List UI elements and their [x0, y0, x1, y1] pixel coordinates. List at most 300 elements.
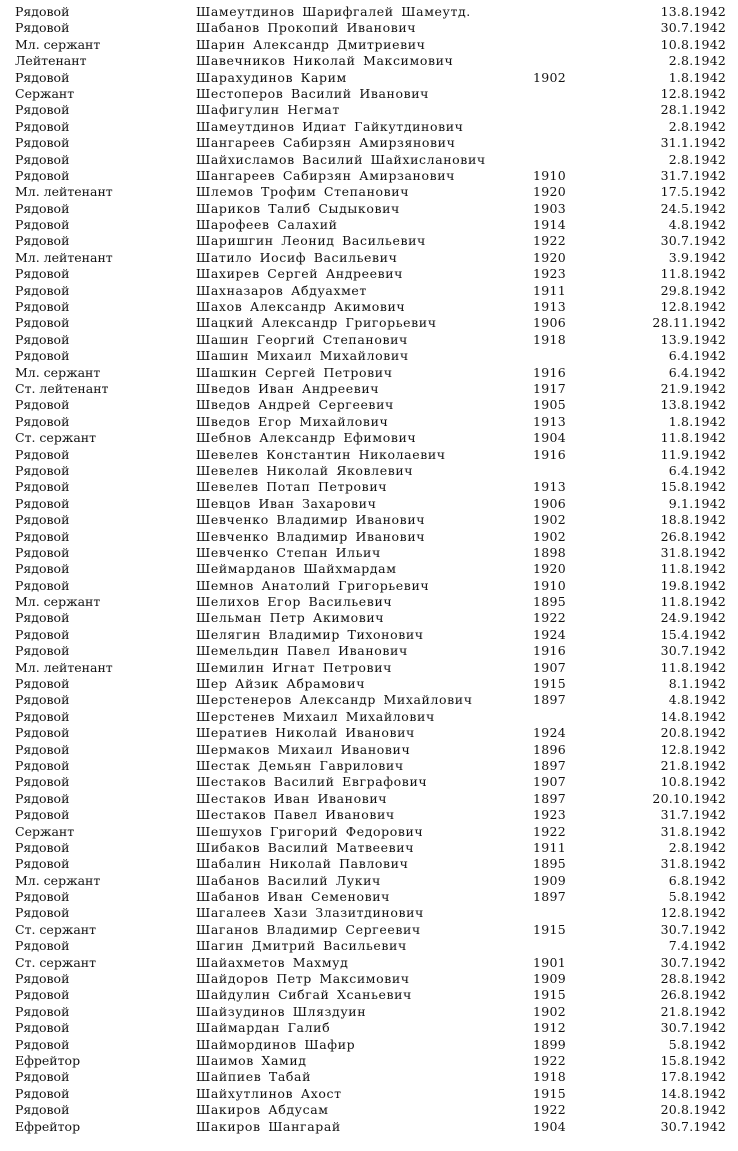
- record-name: Шевелев Николай Яковлевич: [196, 462, 414, 478]
- record-date: 10.8.1942: [660, 36, 726, 52]
- record-name: Шемельдин Павел Иванович: [196, 643, 408, 659]
- record-date: 10.8.1942: [660, 774, 726, 790]
- record-rank: Рядовой: [15, 1069, 70, 1085]
- record-birth-year: 1896: [533, 741, 567, 757]
- record-date: 13.9.1942: [660, 331, 726, 347]
- record-name: Шашкин Сергей Петрович: [196, 364, 393, 380]
- record-rank: Рядовой: [15, 626, 70, 642]
- record-row: [0, 184, 738, 200]
- record-name: Шайдулин Сибгай Хсаньевич: [196, 987, 412, 1003]
- record-date: 11.8.1942: [660, 561, 726, 577]
- record-rank: Рядовой: [15, 413, 70, 429]
- record-date: 1.8.1942: [668, 413, 726, 429]
- record-birth-year: 1922: [533, 1053, 567, 1068]
- record-rank: Рядовой: [15, 839, 70, 855]
- record-date: 8.1.1942: [668, 676, 726, 692]
- record-date: 31.1.1942: [660, 135, 726, 151]
- record-name: Шашин Георгий Степанович: [196, 331, 408, 347]
- record-row: [0, 938, 738, 954]
- record-birth-year: 1909: [533, 872, 567, 888]
- record-name: Шабанов Иван Семенович: [196, 889, 391, 905]
- record-date: 21.9.1942: [660, 380, 726, 396]
- record-rank: Мл. лейтенант: [15, 659, 113, 675]
- record-row: [0, 299, 738, 315]
- record-rank: Рядовой: [15, 807, 70, 823]
- record-row: [0, 545, 738, 561]
- record-row: [0, 479, 738, 495]
- record-date: 26.8.1942: [660, 987, 726, 1003]
- record-name: Шевелев Потап Петрович: [196, 479, 388, 495]
- record-name: Шведов Андрей Сергеевич: [196, 397, 394, 413]
- record-rank: Рядовой: [15, 69, 70, 85]
- record-birth-year: 1922: [533, 823, 567, 839]
- record-row: [0, 201, 738, 217]
- record-birth-year: 1897: [533, 757, 567, 773]
- record-name: Шайхисламов Василий Шайхисланович: [196, 151, 486, 167]
- record-name: Шебнов Александр Ефимович: [196, 430, 417, 446]
- record-name: Шарин Александр Дмитриевич: [196, 36, 426, 52]
- record-row: [0, 889, 738, 905]
- record-row: [0, 381, 738, 397]
- record-birth-year: 1897: [533, 692, 567, 708]
- record-date: 6.4.1942: [668, 364, 726, 380]
- record-name: Шлемов Трофим Степанович: [196, 184, 410, 200]
- record-rank: Рядовой: [15, 757, 70, 773]
- record-name: Шевцов Иван Захарович: [196, 495, 377, 511]
- record-name: Шевченко Владимир Иванович: [196, 512, 426, 528]
- record-birth-year: 1913: [533, 479, 567, 495]
- record-rank: Рядовой: [15, 561, 70, 577]
- record-birth-year: 1918: [533, 331, 567, 347]
- record-name: Шемилин Игнат Петрович: [196, 659, 392, 675]
- record-rank: Рядовой: [15, 200, 70, 216]
- record-rank: Рядовой: [15, 774, 70, 790]
- record-date: 30.7.1942: [660, 921, 726, 937]
- record-name: Шарофеев Салахий: [196, 217, 338, 233]
- record-rank: Рядовой: [15, 315, 70, 331]
- record-date: 28.8.1942: [660, 971, 726, 987]
- record-rank: Сержант: [15, 85, 75, 101]
- record-date: 17.8.1942: [660, 1069, 726, 1085]
- record-rank: Рядовой: [15, 889, 70, 905]
- record-date: 5.8.1942: [668, 889, 726, 905]
- record-rank: Рядовой: [15, 1085, 70, 1101]
- record-row: [0, 1053, 738, 1069]
- record-date: 31.8.1942: [660, 823, 726, 839]
- record-rank: Рядовой: [15, 905, 70, 921]
- record-row: [0, 430, 738, 446]
- record-row: [0, 266, 738, 282]
- record-birth-year: 1924: [533, 725, 567, 741]
- record-name: Шермаков Михаил Иванович: [196, 741, 411, 757]
- record-name: Шашин Михаил Михайлович: [196, 348, 409, 364]
- record-birth-year: 1910: [533, 167, 567, 183]
- record-name: Шайхутлинов Ахост: [196, 1085, 342, 1101]
- record-row: [0, 955, 738, 971]
- record-name: Шестоперов Василий Иванович: [196, 85, 429, 101]
- record-name: Шарахудинов Карим: [196, 69, 347, 85]
- record-birth-year: 1910: [533, 577, 567, 593]
- record-rank: Рядовой: [15, 856, 70, 872]
- record-birth-year: 1895: [533, 856, 567, 872]
- record-name: Шамеутдинов Шарифгалей Шамеутд.: [196, 4, 471, 19]
- record-date: 1.8.1942: [668, 69, 726, 85]
- record-rank: Рядовой: [15, 1102, 70, 1118]
- record-rank: Рядовой: [15, 4, 70, 19]
- record-rank: Рядовой: [15, 987, 70, 1003]
- record-birth-year: 1920: [533, 249, 567, 265]
- record-row: [0, 1086, 738, 1102]
- record-birth-year: 1907: [533, 774, 567, 790]
- record-name: Шаганов Владимир Сергеевич: [196, 921, 421, 937]
- record-row: [0, 1004, 738, 1020]
- record-name: Шакиров Шангарай: [196, 1118, 341, 1134]
- record-date: 11.8.1942: [660, 594, 726, 610]
- record-rank: Рядовой: [15, 233, 70, 249]
- record-name: Шайпиев Табай: [196, 1069, 312, 1085]
- record-row: [0, 807, 738, 823]
- record-date: 7.4.1942: [668, 938, 726, 954]
- record-date: 11.8.1942: [660, 266, 726, 282]
- record-birth-year: 1922: [533, 610, 567, 626]
- record-name: Шабалин Николай Павлович: [196, 856, 409, 872]
- record-birth-year: 1913: [533, 413, 567, 429]
- record-name: Шерстенеров Александр Михайлович: [196, 692, 473, 708]
- record-row: [0, 233, 738, 249]
- record-rank: Рядовой: [15, 643, 70, 659]
- record-date: 18.8.1942: [660, 512, 726, 528]
- record-birth-year: 1906: [533, 315, 567, 331]
- record-birth-year: 1915: [533, 921, 567, 937]
- record-birth-year: 1913: [533, 299, 567, 315]
- record-rank: Рядовой: [15, 446, 70, 462]
- record-row: [0, 512, 738, 528]
- record-name: Шевченко Степан Ильич: [196, 544, 381, 560]
- record-row: [0, 971, 738, 987]
- record-row: [0, 660, 738, 676]
- record-birth-year: 1923: [533, 266, 567, 282]
- record-row: [0, 414, 738, 430]
- record-row: [0, 20, 738, 36]
- record-date: 2.8.1942: [668, 839, 726, 855]
- record-name: Шелягин Владимир Тихонович: [196, 626, 424, 642]
- record-row: [0, 53, 738, 69]
- record-date: 3.9.1942: [668, 249, 726, 265]
- record-row: [0, 86, 738, 102]
- record-name: Шер Айзик Абрамович: [196, 676, 366, 692]
- record-row: [0, 840, 738, 856]
- record-row: [0, 922, 738, 938]
- record-birth-year: 1917: [533, 380, 567, 396]
- record-date: 30.7.1942: [660, 1020, 726, 1036]
- record-birth-year: 1897: [533, 889, 567, 905]
- record-date: 20.8.1942: [660, 1102, 726, 1118]
- record-rank: Рядовой: [15, 676, 70, 692]
- record-rank: Рядовой: [15, 282, 70, 298]
- record-row: [0, 774, 738, 790]
- record-name: Шахирев Сергей Андреевич: [196, 266, 404, 282]
- record-row: [0, 168, 738, 184]
- record-name: Шельман Петр Акимович: [196, 610, 385, 626]
- record-name: Шаимов Хамид: [196, 1053, 307, 1068]
- record-birth-year: 1897: [533, 790, 567, 806]
- record-date: 12.8.1942: [660, 905, 726, 921]
- record-date: 28.11.1942: [652, 315, 726, 331]
- record-date: 9.1.1942: [668, 495, 726, 511]
- record-birth-year: 1922: [533, 1102, 567, 1118]
- record-rank: Рядовой: [15, 495, 70, 511]
- record-name: Шаймординов Шафир: [196, 1036, 356, 1052]
- record-birth-year: 1916: [533, 364, 567, 380]
- record-row: [0, 905, 738, 921]
- record-birth-year: 1918: [533, 1069, 567, 1085]
- record-rank: Рядовой: [15, 151, 70, 167]
- record-rank: Рядовой: [15, 348, 70, 364]
- record-date: 20.10.1942: [652, 790, 726, 806]
- record-rank: Рядовой: [15, 528, 70, 544]
- record-rank: Ст. сержант: [15, 921, 97, 937]
- record-name: Шатило Иосиф Васильевич: [196, 249, 398, 265]
- record-birth-year: 1904: [533, 430, 567, 446]
- record-date: 6.4.1942: [668, 348, 726, 364]
- record-birth-year: 1903: [533, 200, 567, 216]
- record-name: Шведов Иван Андреевич: [196, 380, 380, 396]
- record-row: [0, 332, 738, 348]
- record-rank: Рядовой: [15, 397, 70, 413]
- record-name: Шешухов Григорий Федорович: [196, 823, 424, 839]
- record-row: [0, 447, 738, 463]
- record-date: 30.7.1942: [660, 20, 726, 36]
- record-name: Шабанов Василий Лукич: [196, 872, 381, 888]
- record-row: [0, 250, 738, 266]
- records-list: [0, 4, 738, 1135]
- record-date: 15.8.1942: [660, 479, 726, 495]
- record-birth-year: 1901: [533, 954, 567, 970]
- record-rank: Рядовой: [15, 544, 70, 560]
- record-rank: Рядовой: [15, 610, 70, 626]
- record-date: 31.7.1942: [660, 807, 726, 823]
- record-row: [0, 627, 738, 643]
- record-rank: Рядовой: [15, 462, 70, 478]
- record-rank: Рядовой: [15, 167, 70, 183]
- record-row: [0, 1102, 738, 1118]
- record-rank: Мл. лейтенант: [15, 249, 113, 265]
- record-date: 2.8.1942: [668, 118, 726, 134]
- record-row: [0, 856, 738, 872]
- record-name: Шаришгин Леонид Васильевич: [196, 233, 426, 249]
- record-name: Шахов Александр Акимович: [196, 299, 406, 315]
- record-birth-year: 1920: [533, 561, 567, 577]
- record-birth-year: 1909: [533, 971, 567, 987]
- record-date: 4.8.1942: [668, 692, 726, 708]
- record-row: [0, 397, 738, 413]
- record-birth-year: 1922: [533, 233, 567, 249]
- record-row: [0, 709, 738, 725]
- record-row: [0, 135, 738, 151]
- record-rank: Мл. сержант: [15, 364, 101, 380]
- record-date: 28.1.1942: [660, 102, 726, 118]
- record-row: [0, 348, 738, 364]
- record-rank: Рядовой: [15, 20, 70, 36]
- record-rank: Ст. сержант: [15, 430, 97, 446]
- record-date: 11.8.1942: [660, 659, 726, 675]
- record-rank: Ефрейтор: [15, 1053, 81, 1068]
- record-rank: Рядовой: [15, 577, 70, 593]
- record-birth-year: 1916: [533, 446, 567, 462]
- record-rank: Рядовой: [15, 118, 70, 134]
- record-birth-year: 1914: [533, 217, 567, 233]
- record-date: 12.8.1942: [660, 299, 726, 315]
- record-birth-year: 1923: [533, 807, 567, 823]
- record-row: [0, 102, 738, 118]
- record-date: 26.8.1942: [660, 528, 726, 544]
- record-name: Шератиев Николай Иванович: [196, 725, 415, 741]
- record-row: [0, 365, 738, 381]
- record-birth-year: 1907: [533, 659, 567, 675]
- record-name: Шамеутдинов Идиат Гайкутдинович: [196, 118, 464, 134]
- record-date: 15.8.1942: [660, 1053, 726, 1068]
- record-rank: Рядовой: [15, 135, 70, 151]
- record-name: Шевченко Владимир Иванович: [196, 528, 426, 544]
- record-rank: Рядовой: [15, 479, 70, 495]
- record-row: [0, 1037, 738, 1053]
- record-date: 6.8.1942: [668, 872, 726, 888]
- record-row: [0, 987, 738, 1003]
- record-birth-year: 1899: [533, 1036, 567, 1052]
- record-rank: Рядовой: [15, 331, 70, 347]
- record-row: [0, 463, 738, 479]
- record-name: Шабанов Прокопий Иванович: [196, 20, 417, 36]
- record-rank: Ефрейтор: [15, 1118, 81, 1134]
- record-date: 31.7.1942: [660, 167, 726, 183]
- record-birth-year: 1902: [533, 528, 567, 544]
- record-rank: Рядовой: [15, 217, 70, 233]
- record-name: Шайахметов Махмуд: [196, 954, 349, 970]
- record-name: Шариков Талиб Сыдыкович: [196, 200, 400, 216]
- record-date: 31.8.1942: [660, 544, 726, 560]
- record-birth-year: 1912: [533, 1020, 567, 1036]
- record-birth-year: 1924: [533, 626, 567, 642]
- record-date: 14.8.1942: [660, 1085, 726, 1101]
- record-date: 2.8.1942: [668, 151, 726, 167]
- record-birth-year: 1902: [533, 512, 567, 528]
- record-rank: Рядовой: [15, 741, 70, 757]
- record-name: Шайдоров Петр Максимович: [196, 971, 410, 987]
- record-name: Шангареев Сабирзян Амирзянович: [196, 135, 456, 151]
- record-name: Шахназаров Абдуахмет: [196, 282, 367, 298]
- record-birth-year: 1911: [533, 839, 567, 855]
- record-rank: Рядовой: [15, 708, 70, 724]
- record-birth-year: 1920: [533, 184, 567, 200]
- record-birth-year: 1915: [533, 1085, 567, 1101]
- record-row: [0, 1069, 738, 1085]
- record-row: [0, 217, 738, 233]
- record-date: 30.7.1942: [660, 643, 726, 659]
- record-rank: Рядовой: [15, 512, 70, 528]
- record-rank: Лейтенант: [15, 53, 87, 69]
- record-date: 19.8.1942: [660, 577, 726, 593]
- record-birth-year: 1905: [533, 397, 567, 413]
- record-row: [0, 315, 738, 331]
- record-name: Шерстенев Михаил Михайлович: [196, 708, 435, 724]
- record-row: [0, 578, 738, 594]
- record-birth-year: 1906: [533, 495, 567, 511]
- record-rank: Рядовой: [15, 1003, 70, 1019]
- record-date: 11.8.1942: [660, 430, 726, 446]
- record-row: [0, 758, 738, 774]
- record-date: 5.8.1942: [668, 1036, 726, 1052]
- record-name: Шагалеев Хази Злазитдинович: [196, 905, 424, 921]
- record-date: 12.8.1942: [660, 741, 726, 757]
- record-row: [0, 37, 738, 53]
- record-name: Шелихов Егор Васильевич: [196, 594, 393, 610]
- record-row: [0, 692, 738, 708]
- record-row: [0, 119, 738, 135]
- record-row: [0, 610, 738, 626]
- record-row: [0, 152, 738, 168]
- record-row: [0, 70, 738, 86]
- record-row: [0, 1119, 738, 1135]
- record-row: [0, 1020, 738, 1036]
- record-date: 31.8.1942: [660, 856, 726, 872]
- record-row: [0, 283, 738, 299]
- record-rank: Мл. сержант: [15, 36, 101, 52]
- record-rank: Мл. сержант: [15, 594, 101, 610]
- record-birth-year: 1895: [533, 594, 567, 610]
- record-birth-year: 1902: [533, 69, 567, 85]
- record-row: [0, 725, 738, 741]
- record-date: 24.9.1942: [660, 610, 726, 626]
- record-date: 17.5.1942: [660, 184, 726, 200]
- record-name: Шибаков Василий Матвеевич: [196, 839, 415, 855]
- record-row: [0, 676, 738, 692]
- record-birth-year: 1915: [533, 987, 567, 1003]
- record-date: 30.7.1942: [660, 1118, 726, 1134]
- record-row: [0, 643, 738, 659]
- record-date: 15.4.1942: [660, 626, 726, 642]
- record-rank: Мл. лейтенант: [15, 184, 113, 200]
- record-name: Шестаков Павел Иванович: [196, 807, 395, 823]
- record-name: Шаймардан Галиб: [196, 1020, 331, 1036]
- record-rank: Рядовой: [15, 1036, 70, 1052]
- record-row: [0, 561, 738, 577]
- record-name: Шеймарданов Шайхмардам: [196, 561, 397, 577]
- record-row: [0, 742, 738, 758]
- record-rank: Рядовой: [15, 790, 70, 806]
- record-birth-year: 1902: [533, 1003, 567, 1019]
- record-date: 13.8.1942: [660, 4, 726, 19]
- record-name: Шестак Демьян Гаврилович: [196, 757, 404, 773]
- record-date: 30.7.1942: [660, 954, 726, 970]
- record-rank: Рядовой: [15, 102, 70, 118]
- record-date: 2.8.1942: [668, 53, 726, 69]
- record-name: Шведов Егор Михайлович: [196, 413, 389, 429]
- record-name: Шевелев Константин Николаевич: [196, 446, 446, 462]
- record-birth-year: 1915: [533, 676, 567, 692]
- record-date: 21.8.1942: [660, 757, 726, 773]
- record-row: [0, 594, 738, 610]
- record-rank: Ст. сержант: [15, 954, 97, 970]
- record-row: [0, 824, 738, 840]
- record-date: 20.8.1942: [660, 725, 726, 741]
- record-birth-year: 1898: [533, 544, 567, 560]
- record-name: Шакиров Абдусам: [196, 1102, 329, 1118]
- record-date: 13.8.1942: [660, 397, 726, 413]
- record-name: Шагин Дмитрий Васильевич: [196, 938, 407, 954]
- record-name: Шангареев Сабирзян Амирзанович: [196, 167, 456, 183]
- record-date: 12.8.1942: [660, 85, 726, 101]
- record-birth-year: 1911: [533, 282, 567, 298]
